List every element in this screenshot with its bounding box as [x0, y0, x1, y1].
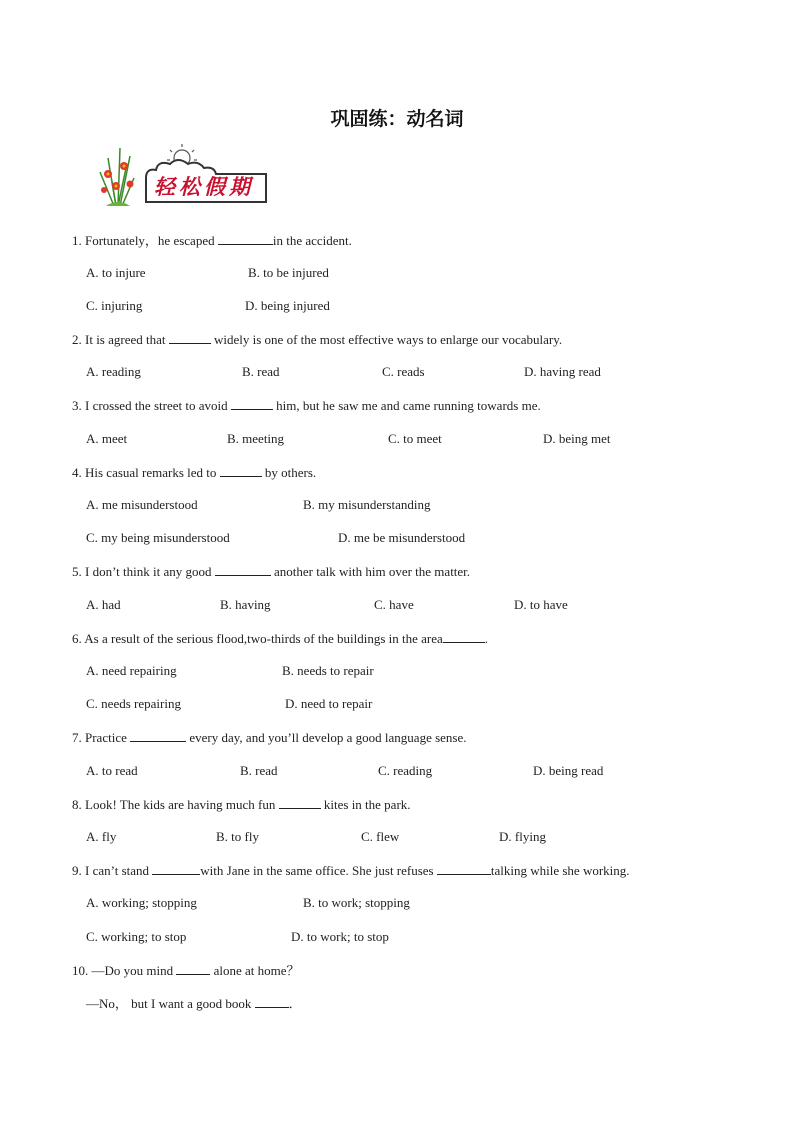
option-d: D. to work; to stop	[291, 929, 389, 944]
option-a: A. fly	[86, 829, 117, 844]
question-text: widely is one of the most effective ways to enlarge our vocabulary.	[210, 332, 563, 347]
question-7	[72, 729, 467, 746]
question-text: alone at home？	[210, 963, 300, 978]
option-d: D. being met	[543, 431, 611, 446]
answer-blank	[152, 862, 200, 875]
question-text: in the accident.	[272, 233, 352, 248]
question-text: 8. Look! The kids are having much fun	[72, 797, 279, 812]
answer-blank	[130, 729, 186, 742]
question-text: another talk with him over the matter.	[270, 564, 471, 579]
question-text: 5. I don’t think it any good	[72, 564, 215, 579]
option-b: B. read	[240, 763, 278, 778]
question-text: 10. —Do you mind	[72, 963, 177, 978]
option-a: A. working; stopping	[86, 895, 197, 910]
question-4	[72, 464, 316, 481]
answer-blank	[218, 232, 273, 245]
question-2	[72, 331, 562, 348]
option-d: D. to have	[514, 597, 568, 612]
option-d: D. flying	[499, 829, 546, 844]
answer-blank	[231, 397, 273, 410]
question-5	[72, 563, 470, 580]
option-b: B. my misunderstanding	[303, 497, 431, 512]
question-1	[72, 232, 352, 249]
question-text: every day, and you’ll develop a good language sense.	[186, 730, 467, 745]
option-c: C. working; to stop	[86, 929, 187, 944]
question-text: 1. Fortunately，he escaped	[72, 233, 218, 248]
answer-blank	[437, 862, 491, 875]
option-c: C. injuring	[86, 298, 143, 313]
question-text: kites in the park.	[320, 797, 411, 812]
option-b: B. needs to repair	[282, 663, 374, 678]
question-text: by others.	[261, 465, 317, 480]
option-b: B. having	[220, 597, 271, 612]
option-a: A. me misunderstood	[86, 497, 198, 512]
option-a: A. to read	[86, 763, 138, 778]
question-text: 4. His casual remarks led to	[72, 465, 220, 480]
option-d: D. having read	[524, 364, 601, 379]
option-c: C. my being misunderstood	[86, 530, 230, 545]
question-text: —No， but I want a good book	[86, 996, 255, 1011]
holiday-logo-text	[144, 172, 264, 202]
question-text: 9. I can’t stand	[72, 863, 153, 878]
question-text: ．	[288, 996, 302, 1011]
question-10	[72, 962, 300, 979]
question-6	[72, 630, 488, 647]
answer-blank	[255, 995, 289, 1008]
answer-blank	[215, 563, 271, 576]
option-b: B. to be injured	[248, 265, 329, 280]
option-b: B. meeting	[227, 431, 285, 446]
question-9	[72, 862, 630, 879]
option-b: B. to fly	[216, 829, 259, 844]
option-b: B. read	[242, 364, 280, 379]
option-c: C. flew	[361, 829, 400, 844]
option-d: D. being injured	[245, 298, 330, 313]
option-d: D. me be misunderstood	[338, 530, 466, 545]
question-text: talking while she working.	[490, 863, 630, 878]
question-text: with Jane in the same office. She just refuses	[200, 863, 437, 878]
question-text: 2. It is agreed that	[72, 332, 169, 347]
answer-blank	[443, 630, 485, 643]
option-c: C. reading	[378, 763, 433, 778]
option-c: C. needs repairing	[86, 696, 181, 711]
question-3	[72, 397, 541, 414]
question-text: 6. As a result of the serious flood,two-thirds of the buildings in the area	[72, 631, 443, 646]
answer-blank	[220, 464, 262, 477]
option-d: D. being read	[533, 763, 604, 778]
option-a: A. need repairing	[86, 663, 177, 678]
option-a: A. meet	[86, 431, 128, 446]
question-text: 7. Practice	[72, 730, 131, 745]
question-text: 3. I crossed the street to avoid	[72, 398, 231, 413]
answer-blank	[176, 962, 210, 975]
question-text: .	[484, 631, 489, 646]
option-c: C. have	[374, 597, 414, 612]
option-c: C. reads	[382, 364, 425, 379]
question-text: him, but he saw me and came running towards me.	[272, 398, 541, 413]
option-a: A. reading	[86, 364, 141, 379]
page-title: 巩固练：动名词	[330, 108, 464, 130]
logo-label: 轻松假期	[154, 175, 254, 199]
answer-blank	[279, 796, 321, 809]
option-a: A. to injure	[86, 265, 146, 280]
option-d: D. need to repair	[285, 696, 373, 711]
question-10-reply	[86, 995, 302, 1012]
option-c: C. to meet	[388, 431, 442, 446]
option-b: B. to work; stopping	[303, 895, 410, 910]
answer-blank	[169, 331, 211, 344]
question-8	[72, 796, 411, 813]
option-a: A. had	[86, 597, 121, 612]
